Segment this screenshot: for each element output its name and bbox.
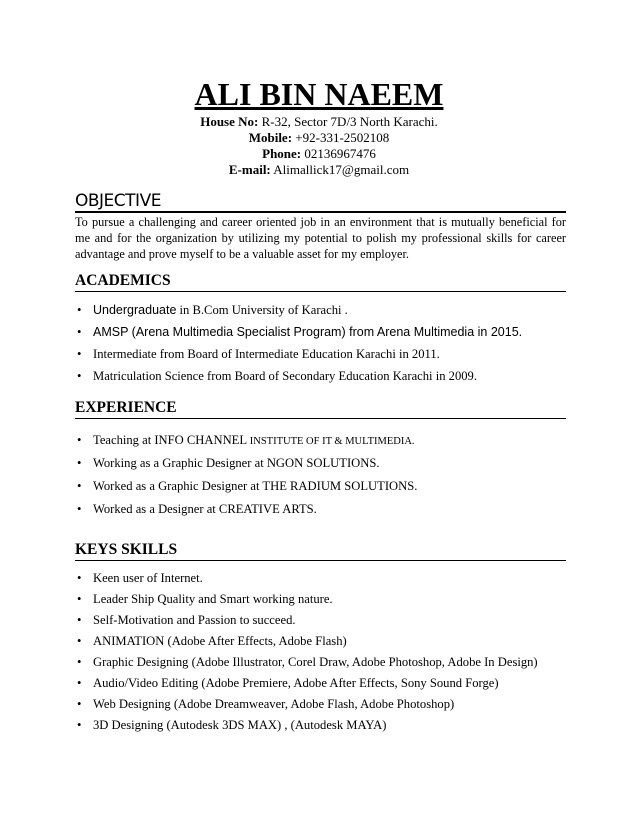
- academics-item: [75, 323, 575, 345]
- skills-item: • Keen user of Internet.: [75, 569, 575, 590]
- experience-item: [75, 477, 575, 500]
- skills-item: • ANIMATION (Adobe After Effects, Adobe Flash): [75, 632, 575, 653]
- phone-line: [0, 146, 638, 162]
- experience-item-text: Working as a Graphic Designer at NGON SOLUTIONS.: [93, 456, 380, 470]
- experience-item: [75, 454, 575, 477]
- skills-item: • Web Designing (Adobe Dreamweaver, Adobe Flash, Adobe Photoshop): [75, 695, 575, 716]
- mobile-line: [0, 130, 638, 146]
- skills-item: • Leader Ship Quality and Smart working nature.: [75, 590, 575, 611]
- experience-item-text: Worked as a Designer at CREATIVE ARTS.: [93, 502, 317, 516]
- experience-item: [75, 500, 575, 523]
- academics-item-text: Undergraduate: [93, 303, 177, 317]
- academics-list: [75, 301, 575, 389]
- academics-item-text: Matriculation Science from Board of Secondary Education Karachi in 2009.: [93, 369, 477, 383]
- experience-list: [75, 431, 575, 523]
- name-text: ALI BIN NAEEM: [194, 76, 444, 112]
- email-line: [0, 162, 638, 178]
- phone-value: 02136967476: [301, 146, 376, 161]
- skills-item: • Audio/Video Editing (Adobe Premiere, Adobe After Effects, Sony Sound Forge): [75, 674, 575, 695]
- mobile-label: Mobile:: [248, 130, 293, 145]
- experience-item: [75, 431, 575, 454]
- academics-item: [75, 301, 575, 323]
- email-label: E-mail:: [228, 162, 271, 177]
- email-value: Alimallick17@gmail.com: [270, 162, 410, 177]
- academics-item-text: in B.Com University of Karachi .: [176, 303, 348, 317]
- objective-heading: OBJECTIVE: [75, 192, 566, 213]
- academics-item-text: AMSP (Arena Multimedia Specialist Program) from Arena Multimedia in 2015.: [93, 325, 523, 339]
- experience-item-caps: INSTITUTE OF IT & MULTIMEDIA.: [249, 436, 415, 447]
- skills-item: • 3D Designing (Autodesk 3DS MAX) , (Autodesk MAYA): [75, 716, 575, 737]
- skills-item: • Graphic Designing (Adobe Illustrator, Corel Draw, Adobe Photoshop, Adobe In Design): [75, 653, 575, 674]
- house-label: House No:: [200, 114, 259, 129]
- academics-heading: ACADEMICS: [75, 272, 566, 292]
- phone-label: Phone:: [262, 146, 302, 161]
- mobile-value: +92-331-2502108: [292, 130, 390, 145]
- skills-item: • Self-Motivation and Passion to succeed.: [75, 611, 575, 632]
- objective-text: To pursue a challenging and career oriented job in an environment that is mutually beneficial for me and for the organization by utilizing my potential to polish my professional skills for career advantage and prove myself to be a valuable asset for my employer.: [75, 215, 566, 261]
- house-line: [0, 114, 638, 130]
- experience-item-text: Worked as a Graphic Designer at THE RADIUM SOLUTIONS.: [93, 479, 418, 493]
- academics-item: [75, 345, 575, 367]
- experience-heading: EXPERIENCE: [75, 399, 566, 419]
- house-value: R-32, Sector 7D/3 North Karachi.: [258, 114, 438, 129]
- skills-list: [75, 569, 575, 737]
- academics-item-text: Intermediate from Board of Intermediate Education Karachi in 2011.: [93, 347, 440, 361]
- contact-block: [0, 114, 638, 178]
- academics-item: [75, 367, 575, 389]
- resume-name: [0, 76, 638, 112]
- experience-item-text: Teaching at INFO CHANNEL: [93, 433, 250, 447]
- skills-heading: KEYS SKILLS: [75, 541, 566, 561]
